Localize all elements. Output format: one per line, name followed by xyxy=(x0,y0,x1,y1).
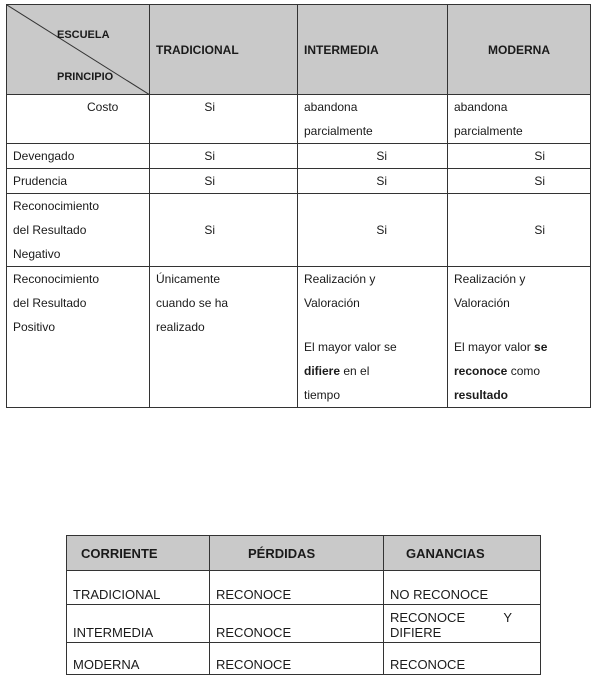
cell-text xyxy=(304,359,441,383)
cell-text: del Resultado xyxy=(13,296,87,310)
cell-prudencia-moderna: Si xyxy=(448,169,591,194)
cell-corriente-moderna: MODERNA xyxy=(67,643,210,675)
corrientes-header-row xyxy=(67,536,541,571)
header-moderna: MODERNA xyxy=(448,5,591,95)
cell-text: como xyxy=(507,364,541,378)
cell-ganancias-intermedia xyxy=(384,605,541,643)
cell-text: abandona xyxy=(454,100,508,114)
table-row xyxy=(67,605,541,643)
cell-text: parcialmente xyxy=(454,124,523,138)
cell-positivo-intermedia xyxy=(298,267,448,408)
row-resultado-positivo xyxy=(7,267,591,408)
cell-devengado-moderna: Si xyxy=(448,144,591,169)
cell-text: Reconocimiento xyxy=(13,272,100,286)
cell-text: El mayor valor se xyxy=(304,340,397,354)
cell-text: RECONOCE xyxy=(390,610,466,625)
row-devengado xyxy=(7,144,591,169)
label-resultado-negativo xyxy=(7,194,150,267)
principles-header-row xyxy=(7,5,591,95)
cell-devengado-tradicional: Si xyxy=(150,144,298,169)
cell-text: cuando se ha xyxy=(156,296,229,310)
cell-text: Positivo xyxy=(13,320,56,334)
cell-positivo-moderna xyxy=(448,267,591,408)
header-corriente: CORRIENTE xyxy=(67,536,210,571)
cell-text: Únicamente xyxy=(156,272,221,286)
cell-devengado-intermedia: Si xyxy=(298,144,448,169)
cell-text xyxy=(390,610,534,625)
cell-positivo-tradicional xyxy=(150,267,298,408)
row-costo xyxy=(7,95,591,144)
cell-costo-moderna xyxy=(448,95,591,144)
cell-prudencia-tradicional: Si xyxy=(150,169,298,194)
corrientes-table xyxy=(66,535,541,675)
cell-text: El mayor valor xyxy=(454,340,535,354)
cell-perdidas-tradicional: RECONOCE xyxy=(210,571,384,605)
header-perdidas: PÉRDIDAS xyxy=(210,536,384,571)
cell-corriente-tradicional: TRADICIONAL xyxy=(67,571,210,605)
cell-text xyxy=(454,359,584,383)
cell-text: Reconocimiento xyxy=(13,199,100,213)
cell-costo-intermedia xyxy=(298,95,448,144)
cell-text: Valoración xyxy=(454,296,510,310)
cell-text: realizado xyxy=(156,320,205,334)
cell-prudencia-intermedia: Si xyxy=(298,169,448,194)
corner-label-principio: PRINCIPIO xyxy=(57,71,114,83)
cell-negativo-intermedia: Si xyxy=(298,194,448,267)
row-resultado-negativo xyxy=(7,194,591,267)
table-row xyxy=(67,571,541,605)
bold-text: reconoce xyxy=(454,364,508,378)
cell-perdidas-intermedia: RECONOCE xyxy=(210,605,384,643)
cell-text: en el xyxy=(340,364,370,378)
cell-text: Realización y xyxy=(304,272,376,286)
cell-ganancias-moderna: RECONOCE xyxy=(384,643,541,675)
label-resultado-positivo xyxy=(7,267,150,408)
label-devengado: Devengado xyxy=(7,144,150,169)
cell-text xyxy=(454,383,584,407)
bold-text: difiere xyxy=(304,364,341,378)
cell-negativo-tradicional: Si xyxy=(150,194,298,267)
cell-text: del Resultado xyxy=(13,223,87,237)
cell-text: Negativo xyxy=(13,247,61,261)
cell-text: tiempo xyxy=(304,388,341,402)
cell-costo-tradicional: Si xyxy=(150,95,298,144)
cell-corriente-intermedia: INTERMEDIA xyxy=(67,605,210,643)
cell-text: DIFIERE xyxy=(390,625,442,640)
corner-label-escuela: ESCUELA xyxy=(57,29,110,41)
cell-text xyxy=(454,335,584,359)
cell-negativo-moderna: Si xyxy=(448,194,591,267)
header-ganancias: GANANCIAS xyxy=(384,536,541,571)
spacer xyxy=(304,315,441,335)
cell-text: parcialmente xyxy=(304,124,373,138)
label-prudencia: Prudencia xyxy=(7,169,150,194)
cell-text: Valoración xyxy=(304,296,360,310)
table-row xyxy=(67,643,541,675)
cell-ganancias-tradicional: NO RECONOCE xyxy=(384,571,541,605)
cell-text: Realización y xyxy=(454,272,526,286)
principles-table xyxy=(6,4,591,408)
bold-text: se xyxy=(534,340,548,354)
cell-text: abandona xyxy=(304,100,358,114)
corner-header-cell xyxy=(7,5,150,95)
header-intermedia: INTERMEDIA xyxy=(298,5,448,95)
row-prudencia xyxy=(7,169,591,194)
spacer xyxy=(454,315,584,335)
label-costo xyxy=(7,95,150,144)
cell-text: Y xyxy=(503,610,512,625)
cell-perdidas-moderna: RECONOCE xyxy=(210,643,384,675)
bold-text: resultado xyxy=(454,388,509,402)
cell-text: Costo xyxy=(87,100,119,114)
header-tradicional: TRADICIONAL xyxy=(150,5,298,95)
